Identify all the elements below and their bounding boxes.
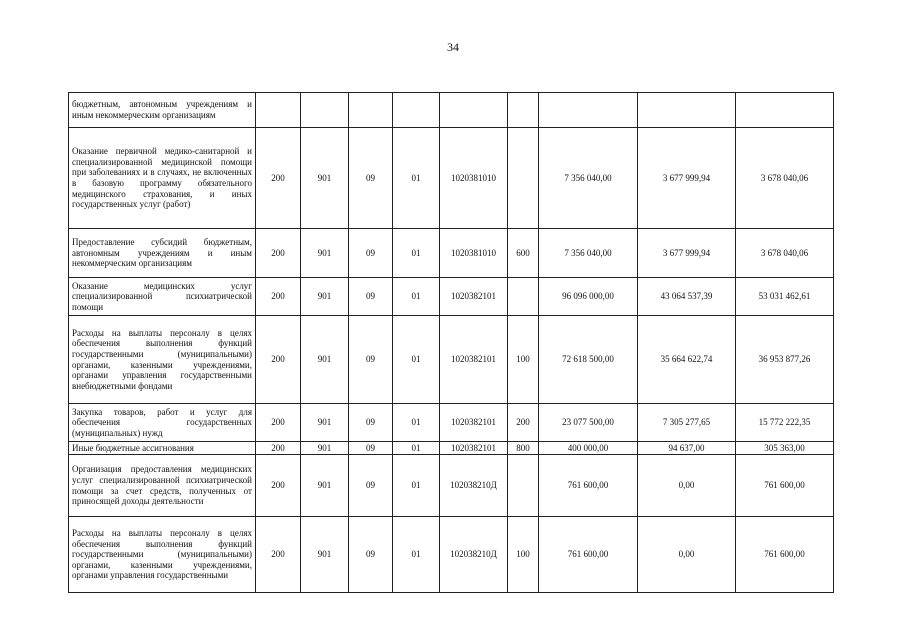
cell-code-2: 901: [301, 517, 349, 593]
cell-code-6: 100: [508, 316, 539, 404]
cell-value-2: 43 064 537,39: [638, 278, 736, 316]
cell-value-3: 761 600,00: [736, 455, 834, 517]
cell-code-2: 901: [301, 229, 349, 278]
cell-value-2: 3 677 999,94: [638, 128, 736, 229]
budget-table: [68, 92, 834, 593]
cell-code-2: 901: [301, 455, 349, 517]
cell-value-1: 23 077 500,00: [539, 404, 638, 442]
cell-code-1: 200: [256, 316, 301, 404]
cell-code-4: 01: [393, 316, 440, 404]
cell-code-2: 901: [301, 442, 349, 455]
cell-value-1: 7 356 040,00: [539, 229, 638, 278]
row-description: бюджетным, автономным учреждениям и иным некоммерческим организациям: [69, 93, 256, 128]
cell-code-4: 01: [393, 404, 440, 442]
cell-code-4: 01: [393, 442, 440, 455]
cell-code-1: 200: [256, 442, 301, 455]
cell-value-1: 72 618 500,00: [539, 316, 638, 404]
cell-code-4: 01: [393, 128, 440, 229]
cell-value-2: 0,00: [638, 455, 736, 517]
cell-code-5: 1020382101: [440, 316, 508, 404]
cell-value-3: [736, 93, 834, 128]
cell-code-6: [508, 455, 539, 517]
cell-code-2: 901: [301, 128, 349, 229]
cell-value-3: 53 031 462,61: [736, 278, 834, 316]
table-row: [69, 93, 834, 128]
cell-value-2: 0,00: [638, 517, 736, 593]
table-row: [69, 442, 834, 455]
cell-code-5: 1020382101: [440, 442, 508, 455]
table-row: [69, 316, 834, 404]
cell-code-2: 901: [301, 404, 349, 442]
cell-code-4: 01: [393, 517, 440, 593]
table-row: [69, 404, 834, 442]
cell-code-5: [440, 93, 508, 128]
cell-code-5: 1020382101: [440, 404, 508, 442]
cell-code-6: [508, 278, 539, 316]
cell-code-5: 1020382101: [440, 278, 508, 316]
row-description: Оказание медицинских услуг специализированной психиатрической помощи: [69, 278, 256, 316]
row-description: Расходы на выплаты персоналу в целях обеспечения выполнения функций государственными (муниципальными) органами, казенными учреждениями, органами управления государственными: [69, 517, 256, 593]
cell-code-3: 09: [349, 316, 393, 404]
cell-code-2: 901: [301, 278, 349, 316]
cell-code-3: [349, 93, 393, 128]
cell-value-2: 35 664 622,74: [638, 316, 736, 404]
cell-value-2: 7 305 277,65: [638, 404, 736, 442]
table-row: [69, 455, 834, 517]
cell-code-2: 901: [301, 316, 349, 404]
cell-code-4: [393, 93, 440, 128]
cell-value-3: 3 678 040,06: [736, 229, 834, 278]
cell-value-1: 761 600,00: [539, 517, 638, 593]
cell-code-5: 1020381010: [440, 128, 508, 229]
cell-code-3: 09: [349, 278, 393, 316]
cell-code-1: 200: [256, 404, 301, 442]
row-description: Иные бюджетные ассигнования: [69, 442, 256, 455]
cell-value-2: [638, 93, 736, 128]
cell-code-6: 800: [508, 442, 539, 455]
cell-code-5: 1020381010: [440, 229, 508, 278]
cell-value-3: 761 600,00: [736, 517, 834, 593]
row-description: Расходы на выплаты персоналу в целях обеспечения выполнения функций государственными (муниципальными) органами, казенными учреждениями, органами управления государственными внебюджетными фондами: [69, 316, 256, 404]
row-description: Оказание первичной медико-санитарной и специализированной медицинской помощи при заболеваниях и в случаях, не включенных в базовую программу обязательного медицинского страхования, и иных государственных услуг (работ): [69, 128, 256, 229]
cell-value-1: 7 356 040,00: [539, 128, 638, 229]
cell-code-3: 09: [349, 455, 393, 517]
cell-value-1: [539, 93, 638, 128]
cell-code-1: [256, 93, 301, 128]
cell-code-1: 200: [256, 128, 301, 229]
cell-value-2: 3 677 999,94: [638, 229, 736, 278]
row-description: Предоставление субсидий бюджетным, автономным учреждениям и иным некоммерческим организациям: [69, 229, 256, 278]
table-row: [69, 229, 834, 278]
cell-code-6: 200: [508, 404, 539, 442]
cell-code-1: 200: [256, 229, 301, 278]
page-number: 34: [447, 40, 459, 54]
cell-code-6: 100: [508, 517, 539, 593]
cell-code-4: 01: [393, 455, 440, 517]
cell-code-6: 600: [508, 229, 539, 278]
row-description: Закупка товаров, работ и услуг для обеспечения государственных (муниципальных) нужд: [69, 404, 256, 442]
cell-value-1: 761 600,00: [539, 455, 638, 517]
cell-value-3: 305 363,00: [736, 442, 834, 455]
cell-value-3: 3 678 040,06: [736, 128, 834, 229]
cell-code-3: 09: [349, 517, 393, 593]
cell-value-1: 400 000,00: [539, 442, 638, 455]
cell-code-1: 200: [256, 517, 301, 593]
cell-code-3: 09: [349, 128, 393, 229]
cell-code-1: 200: [256, 278, 301, 316]
table-row: [69, 128, 834, 229]
cell-code-2: [301, 93, 349, 128]
cell-value-1: 96 096 000,00: [539, 278, 638, 316]
cell-value-3: 36 953 877,26: [736, 316, 834, 404]
cell-code-5: 102038210Д: [440, 455, 508, 517]
cell-code-4: 01: [393, 229, 440, 278]
table-row: [69, 278, 834, 316]
row-description: Организация предоставления медицинских услуг специализированной психиатрической помощи за счет средств, полученных от приносящей доходы деятельности: [69, 455, 256, 517]
cell-code-1: 200: [256, 455, 301, 517]
cell-value-3: 15 772 222,35: [736, 404, 834, 442]
cell-code-4: 01: [393, 278, 440, 316]
cell-value-2: 94 637,00: [638, 442, 736, 455]
cell-code-5: 102038210Д: [440, 517, 508, 593]
cell-code-6: [508, 128, 539, 229]
cell-code-3: 09: [349, 404, 393, 442]
table-row: [69, 517, 834, 593]
cell-code-3: 09: [349, 442, 393, 455]
cell-code-6: [508, 93, 539, 128]
cell-code-3: 09: [349, 229, 393, 278]
